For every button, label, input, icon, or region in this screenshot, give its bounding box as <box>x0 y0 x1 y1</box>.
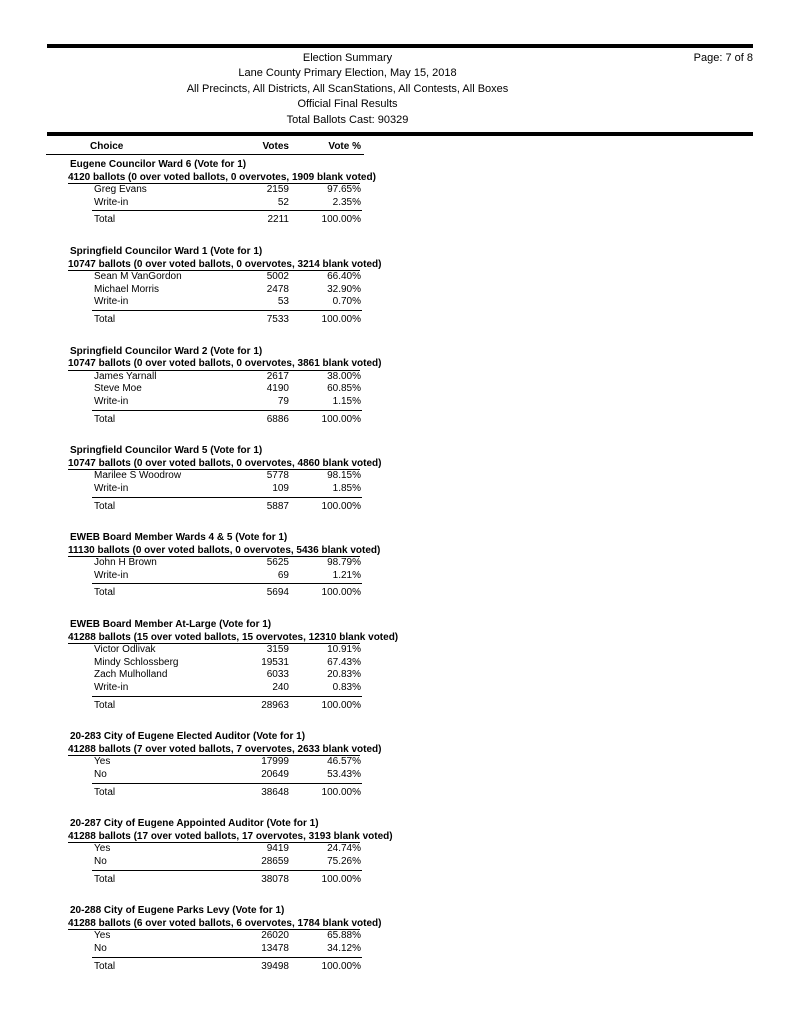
total-vote-pct: 100.00% <box>321 960 361 972</box>
candidate-row <box>0 557 800 570</box>
candidate-vote-pct: 24.74% <box>327 843 361 855</box>
report-election-name: Lane County Primary Election, May 15, 2018 <box>238 67 457 80</box>
candidate-rows <box>0 557 800 582</box>
candidates-total-divider <box>92 210 362 211</box>
candidate-vote-pct: 53.43% <box>327 769 361 780</box>
contest-section <box>0 441 800 513</box>
candidate-row <box>0 644 800 657</box>
candidate-vote-pct: 20.83% <box>327 669 361 681</box>
contest-title: EWEB Board Member Wards 4 & 5 (Vote for 1) <box>70 532 288 544</box>
contest-ballots-text: 41288 ballots (17 over voted ballots, 17 overvotes, 3193 blank voted) <box>68 830 393 842</box>
total-row <box>0 787 800 800</box>
candidate-vote-pct: 60.85% <box>327 383 361 395</box>
candidate-rows <box>0 371 800 409</box>
contest-title: Springfield Councilor Ward 2 (Vote for 1) <box>70 345 263 357</box>
contest-title: Eugene Councilor Ward 6 (Vote for 1) <box>70 159 247 171</box>
candidate-row <box>0 930 800 943</box>
report-header <box>47 48 753 132</box>
candidate-votes: 2617 <box>266 370 289 382</box>
candidate-vote-pct: 1.85% <box>332 482 361 494</box>
candidate-row <box>0 843 800 856</box>
total-label: Total <box>94 500 116 512</box>
candidate-vote-pct: 98.79% <box>327 557 361 569</box>
contest-ballots-summary <box>0 831 800 844</box>
candidates-total-divider <box>92 696 362 697</box>
contest-section <box>0 155 800 227</box>
candidate-name: Yes <box>94 756 111 768</box>
total-votes: 2211 <box>267 214 289 226</box>
candidate-name: Write-in <box>94 296 129 308</box>
candidate-votes: 2478 <box>266 283 289 295</box>
page-number: Page: 7 of 8 <box>693 52 753 64</box>
contest-section <box>0 242 800 327</box>
contest-section <box>0 615 800 712</box>
candidate-votes: 20649 <box>261 769 289 780</box>
contest-section <box>0 814 800 886</box>
candidate-row <box>0 483 800 496</box>
candidate-name: No <box>94 855 107 867</box>
candidate-votes: 5002 <box>266 271 289 283</box>
contest-ballots-text: 10747 ballots (0 over voted ballots, 0 overvotes, 4860 blank voted) <box>68 457 382 469</box>
candidates-total-divider <box>92 410 362 411</box>
total-vote-pct: 100.00% <box>321 500 361 512</box>
candidate-row <box>0 284 800 297</box>
candidates-total-divider <box>92 583 362 584</box>
contests-list <box>0 155 800 973</box>
total-row <box>0 961 800 974</box>
total-label: Total <box>94 214 116 226</box>
candidate-rows <box>0 184 800 209</box>
candidate-votes: 240 <box>272 682 289 694</box>
candidate-votes: 5625 <box>266 557 289 569</box>
contest-title: 20-283 City of Eugene Elected Auditor (Vote for 1) <box>70 731 306 743</box>
total-label: Total <box>94 960 116 972</box>
contest-title: Springfield Councilor Ward 1 (Vote for 1) <box>70 246 263 257</box>
total-vote-pct: 100.00% <box>321 413 361 425</box>
candidate-votes: 3159 <box>266 644 289 656</box>
candidate-rows <box>0 271 800 309</box>
candidate-vote-pct: 10.91% <box>327 644 361 656</box>
candidate-votes: 5778 <box>266 470 289 482</box>
candidate-votes: 109 <box>272 482 289 494</box>
column-header-votes: Votes <box>262 141 289 153</box>
contest-ballots-summary <box>0 458 800 471</box>
contest-title: EWEB Board Member At-Large (Vote for 1) <box>70 619 272 631</box>
candidate-votes: 13478 <box>261 942 289 954</box>
candidate-votes: 2159 <box>266 184 289 196</box>
candidate-vote-pct: 0.83% <box>332 682 361 694</box>
candidate-name: Write-in <box>94 569 129 581</box>
candidate-row <box>0 396 800 409</box>
total-vote-pct: 100.00% <box>321 873 361 885</box>
candidate-vote-pct: 65.88% <box>327 930 361 942</box>
candidate-name: Steve Moe <box>94 383 142 395</box>
candidate-name: No <box>94 769 107 780</box>
contest-ballots-summary <box>0 545 800 558</box>
candidate-row <box>0 470 800 483</box>
candidate-rows <box>0 930 800 955</box>
candidate-row <box>0 197 800 210</box>
column-header-vote-pct: Vote % <box>328 141 361 153</box>
candidate-votes: 4190 <box>266 383 289 395</box>
candidate-name: Zach Mulholland <box>94 669 168 681</box>
candidate-votes: 53 <box>277 296 289 308</box>
contest-ballots-text: 41288 ballots (7 over voted ballots, 7 overvotes, 2633 blank voted) <box>68 743 382 755</box>
candidate-row <box>0 271 800 284</box>
report-scope-line: All Precincts, All Districts, All ScanStations, All Contests, All Boxes <box>186 82 509 95</box>
contest-title: 20-287 City of Eugene Appointed Auditor (Vote for 1) <box>70 818 319 830</box>
candidate-row <box>0 570 800 583</box>
total-vote-pct: 100.00% <box>321 786 361 798</box>
contest-ballots-text: 41288 ballots (15 over voted ballots, 15 overvotes, 12310 blank voted) <box>68 631 399 643</box>
candidates-total-divider <box>92 957 362 958</box>
contest-ballots-text: 4120 ballots (0 over voted ballots, 0 overvotes, 1909 blank voted) <box>68 171 376 183</box>
total-row <box>0 314 800 327</box>
contest-ballots-text: 10747 ballots (0 over voted ballots, 0 overvotes, 3861 blank voted) <box>68 358 382 370</box>
candidate-votes: 69 <box>277 569 289 581</box>
total-votes: 38078 <box>261 873 289 885</box>
total-label: Total <box>94 873 116 885</box>
candidate-rows <box>0 644 800 694</box>
candidate-votes: 26020 <box>261 930 289 942</box>
candidate-vote-pct: 46.57% <box>327 756 361 768</box>
candidates-total-divider <box>92 497 362 498</box>
contest-ballots-summary <box>0 918 800 931</box>
candidate-name: John H Brown <box>94 557 157 569</box>
candidate-vote-pct: 98.15% <box>327 470 361 482</box>
candidate-vote-pct: 34.12% <box>327 942 361 954</box>
candidates-total-divider <box>92 310 362 311</box>
contest-title: 20-288 City of Eugene Parks Levy (Vote for 1) <box>70 905 285 917</box>
total-row <box>0 414 800 427</box>
candidate-name: Michael Morris <box>94 283 160 295</box>
candidate-votes: 28659 <box>261 855 289 867</box>
candidate-row <box>0 943 800 956</box>
candidate-name: Sean M VanGordon <box>94 271 182 283</box>
total-label: Total <box>94 313 116 325</box>
candidate-row <box>0 296 800 309</box>
total-row <box>0 874 800 887</box>
candidate-row <box>0 856 800 869</box>
header-bottom-rule <box>47 132 753 136</box>
contest-section <box>0 727 800 799</box>
total-vote-pct: 100.00% <box>321 214 361 226</box>
candidate-vote-pct: 75.26% <box>327 855 361 867</box>
total-vote-pct: 100.00% <box>321 699 361 711</box>
report-total-ballots: Total Ballots Cast: 90329 <box>286 113 409 126</box>
candidate-votes: 79 <box>277 395 289 407</box>
total-votes: 39498 <box>261 960 289 972</box>
column-header-row <box>0 141 800 154</box>
candidate-vote-pct: 1.15% <box>332 395 361 407</box>
contest-ballots-text: 41288 ballots (6 over voted ballots, 6 overvotes, 1784 blank voted) <box>68 917 382 929</box>
report-title: Election Summary <box>302 52 393 64</box>
candidate-name: James Yarnall <box>94 370 157 382</box>
total-votes: 5887 <box>266 500 289 512</box>
candidate-row <box>0 657 800 670</box>
contest-ballots-summary <box>0 358 800 371</box>
contest-ballots-text: 10747 ballots (0 over voted ballots, 0 overvotes, 3214 blank voted) <box>68 258 382 270</box>
total-votes: 5694 <box>266 587 289 599</box>
candidates-total-divider <box>92 783 362 784</box>
candidate-votes: 17999 <box>261 756 289 768</box>
contest-ballots-summary <box>0 259 800 272</box>
candidate-row <box>0 769 800 782</box>
contest-ballots-summary <box>0 744 800 757</box>
total-votes: 6886 <box>266 413 289 425</box>
candidate-votes: 19531 <box>261 656 289 668</box>
candidate-vote-pct: 66.40% <box>327 271 361 283</box>
total-row <box>0 501 800 514</box>
total-row <box>0 700 800 713</box>
candidate-votes: 6033 <box>266 669 289 681</box>
contest-section <box>0 528 800 600</box>
candidate-row <box>0 756 800 769</box>
candidate-row <box>0 682 800 695</box>
candidate-rows <box>0 756 800 781</box>
contest-ballots-summary <box>0 172 800 185</box>
total-label: Total <box>94 413 116 425</box>
candidate-vote-pct: 1.21% <box>332 569 361 581</box>
total-vote-pct: 100.00% <box>321 313 361 325</box>
candidate-name: Marilee S Woodrow <box>94 470 182 482</box>
contest-ballots-text: 11130 ballots (0 over voted ballots, 0 overvotes, 5436 blank voted) <box>68 544 381 556</box>
candidate-vote-pct: 38.00% <box>327 370 361 382</box>
candidate-name: Write-in <box>94 682 129 694</box>
candidate-name: No <box>94 942 107 954</box>
total-votes: 28963 <box>261 699 289 711</box>
candidate-name: Yes <box>94 930 111 942</box>
candidate-rows <box>0 470 800 495</box>
candidate-row <box>0 184 800 197</box>
candidate-name: Mindy Schlossberg <box>94 656 179 668</box>
candidate-votes: 9419 <box>266 843 289 855</box>
report-results-type: Official Final Results <box>297 98 398 111</box>
candidate-vote-pct: 67.43% <box>327 656 361 668</box>
candidate-vote-pct: 0.70% <box>332 296 361 308</box>
candidate-row <box>0 371 800 384</box>
candidates-total-divider <box>92 870 362 871</box>
candidate-votes: 52 <box>277 196 289 208</box>
candidate-row <box>0 669 800 682</box>
candidate-vote-pct: 2.35% <box>332 196 361 208</box>
total-label: Total <box>94 587 116 599</box>
contest-section <box>0 901 800 973</box>
total-label: Total <box>94 699 116 711</box>
candidate-name: Greg Evans <box>94 184 147 196</box>
total-row <box>0 587 800 600</box>
candidate-name: Write-in <box>94 395 129 407</box>
total-row <box>0 214 800 227</box>
total-votes: 38648 <box>261 786 289 798</box>
candidate-name: Write-in <box>94 482 129 494</box>
column-header-choice: Choice <box>90 141 124 153</box>
contest-title: Springfield Councilor Ward 5 (Vote for 1) <box>70 445 263 457</box>
total-vote-pct: 100.00% <box>321 587 361 599</box>
contest-section <box>0 342 800 427</box>
contest-ballots-summary <box>0 632 800 645</box>
candidate-name: Victor Odlivak <box>94 644 156 656</box>
candidate-name: Write-in <box>94 196 129 208</box>
candidate-vote-pct: 97.65% <box>327 184 361 196</box>
candidate-row <box>0 383 800 396</box>
candidate-name: Yes <box>94 843 111 855</box>
candidate-vote-pct: 32.90% <box>327 283 361 295</box>
total-label: Total <box>94 786 116 798</box>
report-header-center <box>47 51 648 128</box>
candidate-rows <box>0 843 800 868</box>
total-votes: 7533 <box>266 313 289 325</box>
